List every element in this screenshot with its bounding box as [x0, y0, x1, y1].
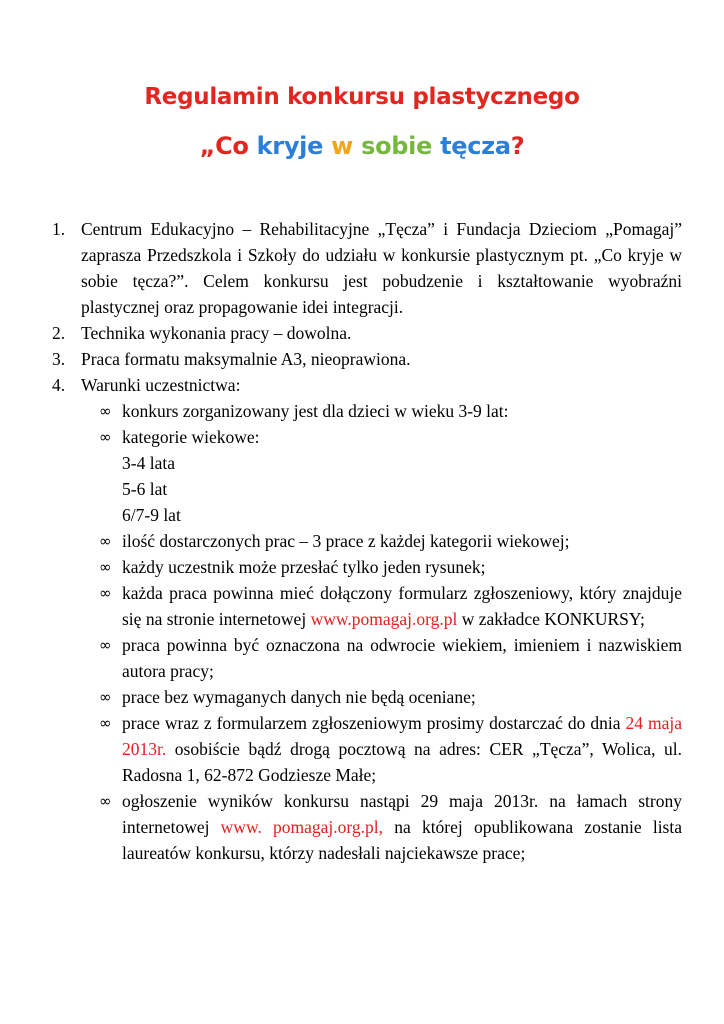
rule-number: 1. [52, 219, 66, 239]
participation-conditions-list [99, 398, 682, 866]
condition-text [122, 788, 682, 866]
infinity-bullet-icon: ∞ [99, 688, 112, 706]
website-link[interactable]: www. pomagaj.org.pl, [220, 817, 384, 837]
rule-item-1 [52, 216, 682, 320]
rule-item-2 [52, 320, 682, 346]
condition-text-part: każda praca powinna mieć dołączony formularz zgłoszeniowy, który znajduje się na stronie internetowej [122, 583, 682, 629]
title-part-question: ? [510, 132, 525, 160]
condition-text: praca powinna być oznaczona na odwrocie wiekiem, imieniem i nazwiskiem autora pracy; [122, 635, 682, 681]
condition-text-part: osobiście bądź drogą pocztową na adres: CER „Tęcza”, Wolica, ul. Radosna 1, 62-872 Godziesze Małe; [122, 739, 682, 785]
age-group-6-9: 6/7-9 lat [122, 505, 181, 525]
rule-number: 4. [52, 375, 66, 395]
condition-item [99, 528, 682, 554]
infinity-bullet-icon: ∞ [99, 792, 112, 810]
condition-text-part: prace wraz z formularzem zgłoszeniowym prosimy dostarczać do dnia [122, 713, 626, 733]
condition-text: ilość dostarczonych prac – 3 prace z każdej kategorii wiekowej; [122, 531, 570, 551]
infinity-bullet-icon: ∞ [99, 558, 112, 576]
rule-text: Technika wykonania pracy – dowolna. [81, 323, 352, 343]
infinity-bullet-icon: ∞ [99, 428, 112, 446]
infinity-bullet-icon: ∞ [99, 402, 112, 420]
condition-item [99, 398, 682, 424]
condition-item [99, 580, 682, 632]
website-link[interactable]: www.pomagaj.org.pl [310, 609, 458, 629]
title-part-kryje: kryje [256, 132, 332, 160]
rule-number: 2. [52, 323, 66, 343]
rule-text: Warunki uczestnictwa: [81, 375, 241, 395]
deadline-date: 24 maja 2013r. [122, 713, 682, 759]
condition-item [99, 684, 682, 710]
condition-text: konkurs zorganizowany jest dla dzieci w wieku 3-9 lat: [122, 401, 509, 421]
condition-item [99, 788, 682, 866]
condition-text: każdy uczestnik może przesłać tylko jeden rysunek; [122, 557, 486, 577]
condition-text: prace bez wymaganych danych nie będą oceniane; [122, 687, 476, 707]
title-part-sobie: sobie [361, 132, 441, 160]
condition-text [122, 710, 682, 788]
infinity-bullet-icon: ∞ [99, 584, 112, 602]
condition-text: kategorie wiekowe: [122, 427, 260, 447]
condition-item [99, 424, 682, 528]
infinity-bullet-icon: ∞ [99, 714, 112, 732]
rule-text: Centrum Edukacyjno – Rehabilitacyjne „Tęcza” i Fundacja Dzieciom „Pomagaj” zaprasza Przedszkola i Szkoły do udziału w konkursie plastycznym pt. „Co kryje w sobie tęcza?”. Celem konkursu jest pobudzenie i kształtowanie wyobraźni plastycznej oraz propagowanie idei integracji. [81, 219, 682, 317]
condition-item [99, 710, 682, 788]
rule-item-3 [52, 346, 682, 372]
infinity-bullet-icon: ∞ [99, 636, 112, 654]
rule-number: 3. [52, 349, 66, 369]
rule-text: Praca formatu maksymalnie A3, nieoprawiona. [81, 349, 411, 369]
title-part-quote-co: „Co [199, 132, 257, 160]
condition-text-part: w zakładce KONKURSY; [457, 609, 645, 629]
condition-text-part: ogłoszenie wyników konkursu nastąpi 29 maja 2013r. na łamach strony internetowej [122, 791, 682, 837]
rule-item-4 [52, 372, 682, 398]
title-part-w: w [331, 132, 362, 160]
document-title: Regulamin konkursu plastycznego [144, 84, 580, 110]
contest-name-title [0, 132, 724, 160]
age-group-3-4: 3-4 lata [122, 453, 175, 473]
infinity-bullet-icon: ∞ [99, 532, 112, 550]
rules-list [52, 216, 682, 866]
age-group-5-6: 5-6 lat [122, 479, 168, 499]
condition-text-part: na której opublikowana zostanie lista laureatów konkursu, którzy nadesłali najciekawsze prace; [122, 817, 682, 863]
condition-item [99, 632, 682, 684]
title-part-tecza: tęcza [440, 132, 511, 160]
condition-item [99, 554, 682, 580]
condition-text [122, 580, 682, 632]
